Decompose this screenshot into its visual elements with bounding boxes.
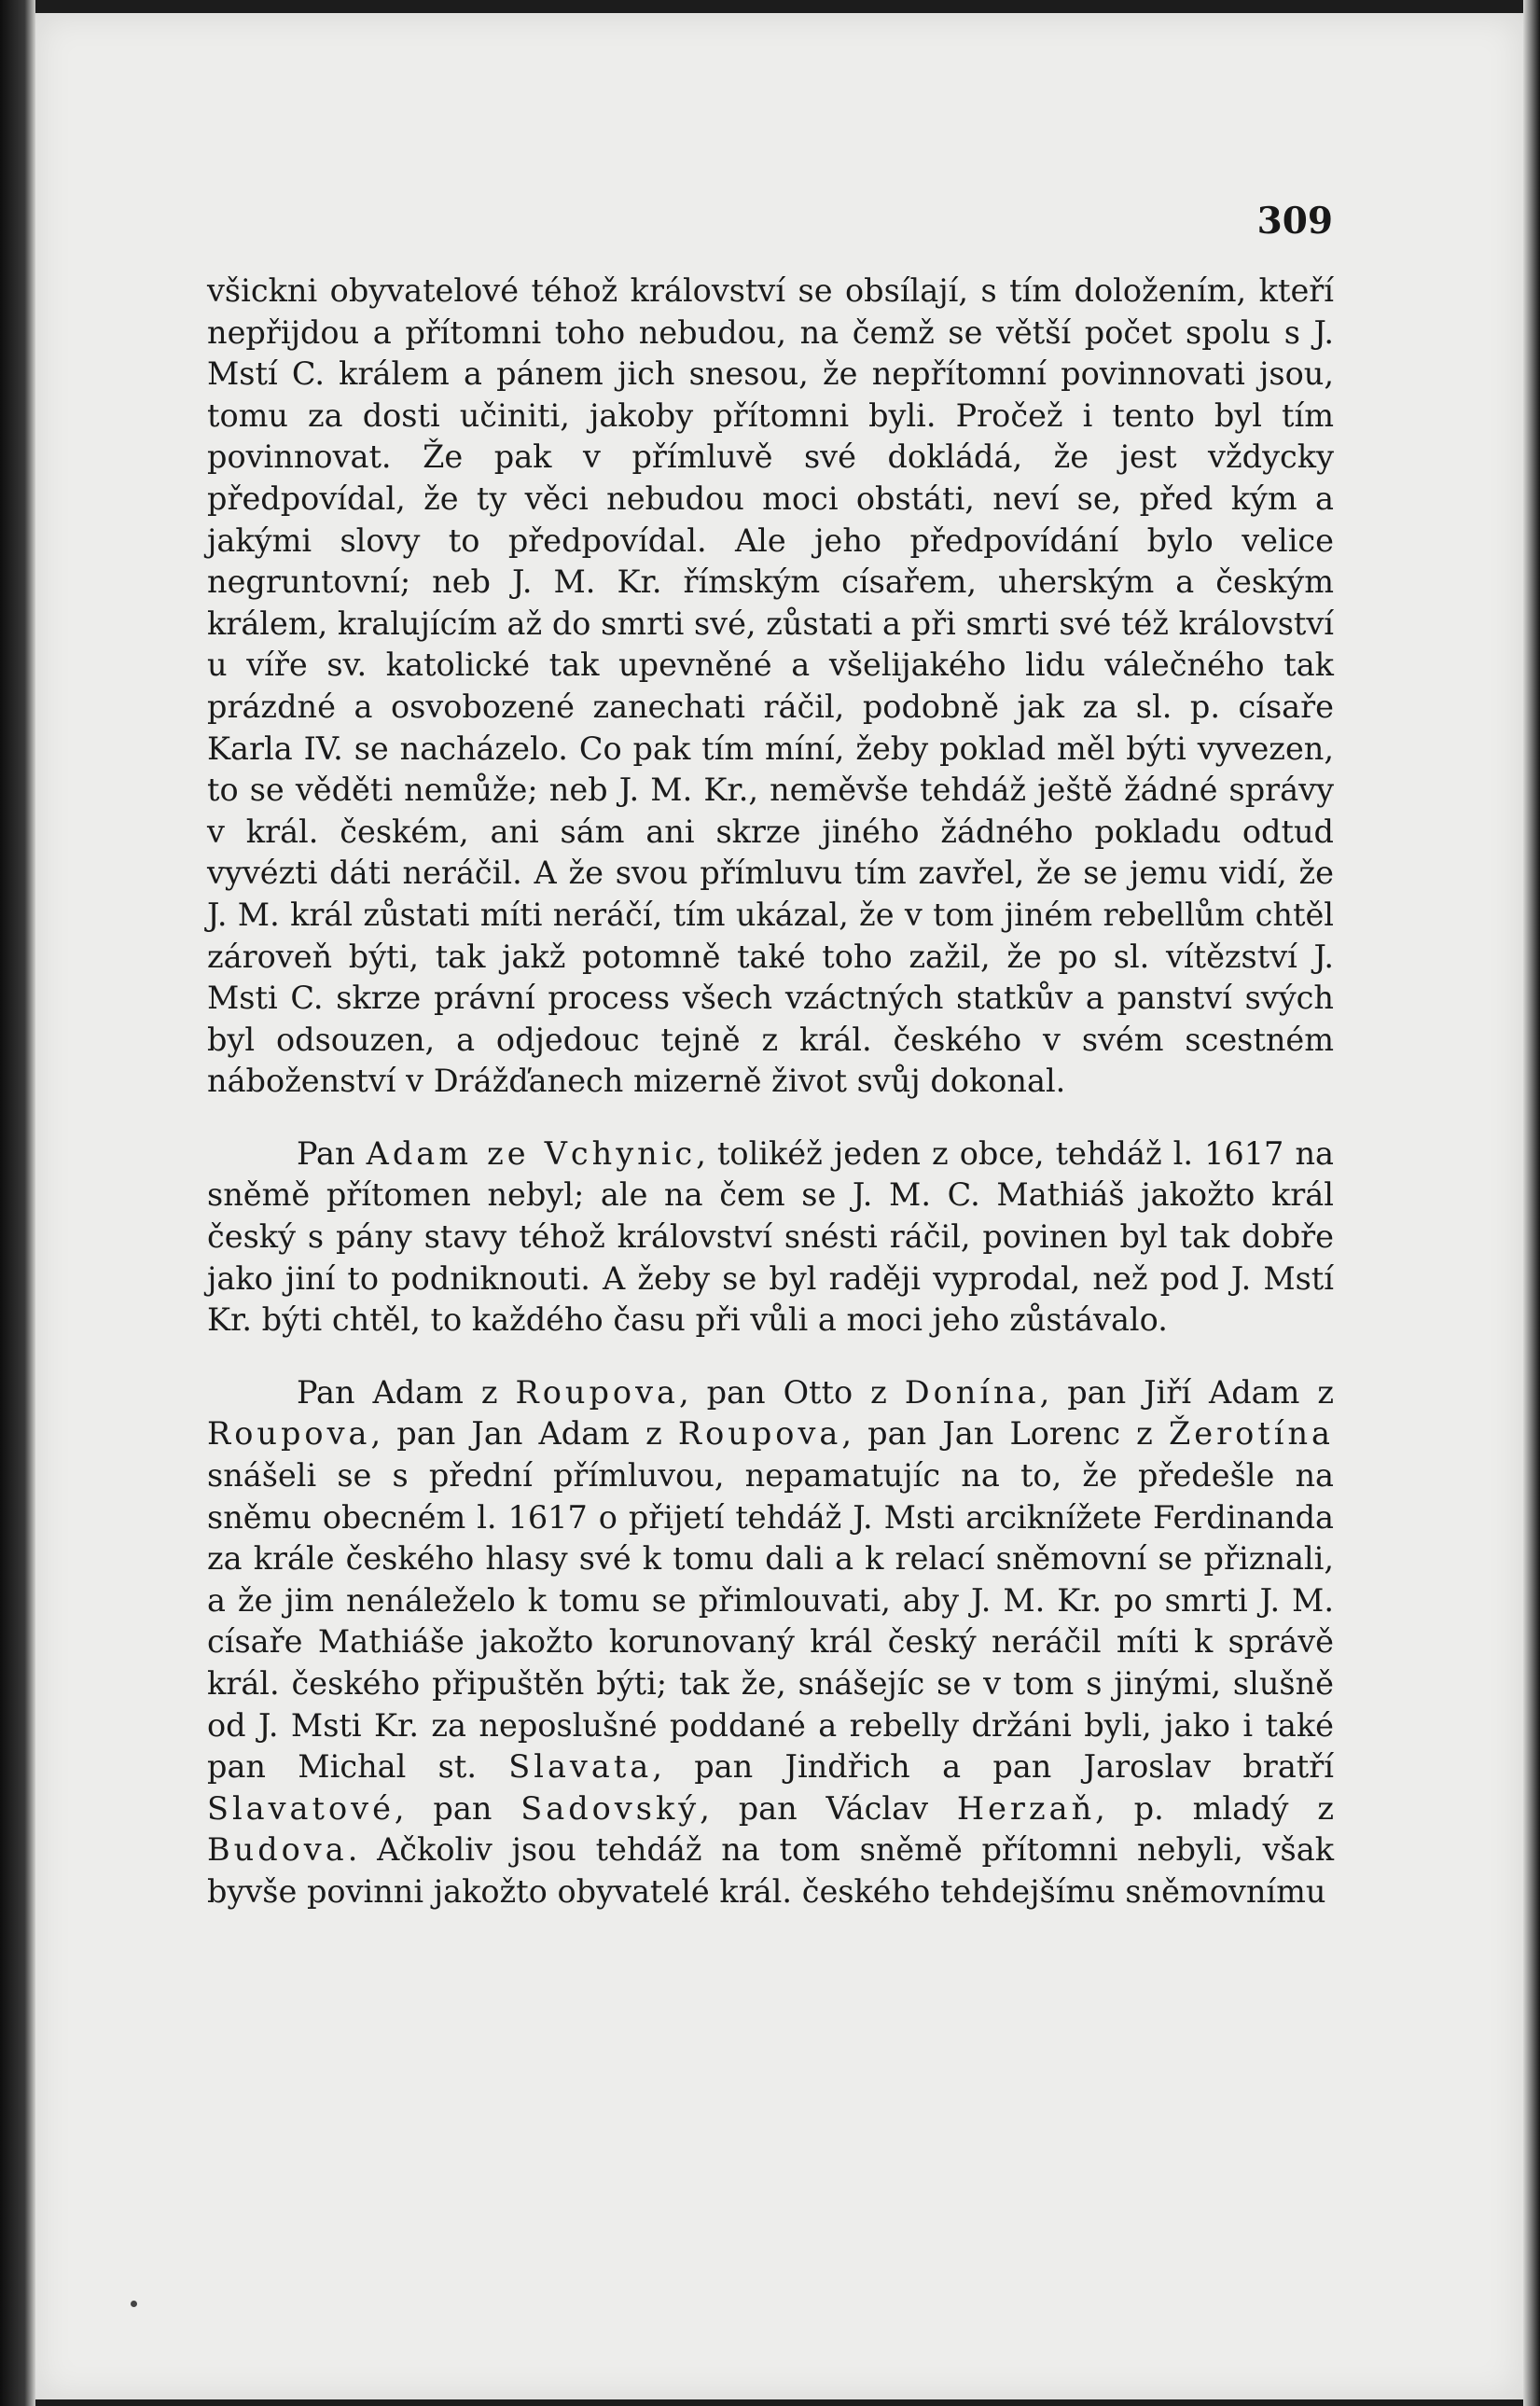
p3-seg-2: , pan Otto z — [679, 1373, 905, 1411]
paragraph-2 — [207, 1133, 1334, 1342]
ink-speck — [131, 2301, 137, 2307]
page-number: 309 — [1256, 200, 1333, 243]
p3-seg-5: , pan Jan Lorenc z — [841, 1415, 1169, 1453]
place-zerotina: Žerotína — [1169, 1415, 1335, 1453]
p3-seg-6: snášeli se s přední přímluvou, nepamatujíc na to, že předešle na sněmu obecném l. 1617 o přijetí tehdáž J. Msti arciknížete Ferdinanda za krále českého hlasy své k tomu dali a k relací sněmovní se přiznali, a že jim nenáleželo k tomu se přimlouvati, aby J. M. Kr. po smrti J. M. císaře Mathiáše jakožto korunovaný král český neráčil míti k správě král. českého připuštěn býti; tak že, snášejíc se v tom s jinými, slušně od J. Msti Kr. za neposlušné poddané a rebelly držáni byli, jako i také pan Michal st. — [207, 1457, 1334, 1786]
place-roupova-3: Roupova — [677, 1415, 842, 1453]
p3-seg-8: , pan — [394, 1789, 521, 1827]
place-roupova-1: Roupova — [515, 1373, 679, 1411]
paragraph-1: všickni obyvatelové téhož království se obsílají, s tím doložením, kteří nepřijdou a přítomni toho nebudou, na čemž se větší počet spolu s J. Mstí C. králem a pánem jich snesou, že nepřítomní povinnovati jsou, tomu za dosti učiniti, jakoby přítomni byli. Pročež i tento byl tím povinnovat. Že pak v přímluvě své dokládá, že jest vždycky předpovídal, že ty věci nebudou moci obstáti, neví se, před kým a jakými slovy to předpovídal. Ale jeho předpovídání bylo velice negruntovní; neb J. M. Kr. římským císařem, uherským a českým králem, kralujícím až do smrti své, zůstati a při smrti své též království u víře sv. katolické tak upevněné a všelijakého lidu válečného tak prázdné a osvobozené zanechati ráčil, podobně jak za sl. p. císaře Karla IV. se nacházelo. Co pak tím míní, žeby poklad měl býti vyvezen, to se věděti nemůže; neb J. M. Kr., neměvše tehdáž ještě žádné správy v král. českém, ani sám ani skrze jiného žádného pokladu odtud vyvézti dáti neráčil. A že svou přímluvu tím zavřel, že se jemu vidí, že J. M. král zůstati míti neráčí, tím ukázal, že v tom jiném rebellům chtěl zároveň býti, tak jakž potomně také toho zažil, že po sl. vítězství J. Msti C. skrze právní process všech vzáctných statkův a panství svých byl odsouzen, a odjedouc tejně z král. českého v svém scestném náboženství v Drážďanech mizerně život svůj dokonal. — [207, 272, 1334, 1100]
person-slavata: Slavata — [508, 1748, 653, 1786]
paragraph-3 — [207, 1372, 1334, 1913]
p3-seg-4: , pan Jan Adam z — [370, 1415, 678, 1453]
p3-seg-7: , pan Jindřich a pan Jaroslav bratří — [652, 1748, 1334, 1786]
p3-seg-9: , pan Václav — [700, 1789, 957, 1827]
p3-seg-1: Pan Adam z — [297, 1373, 516, 1411]
p3-seg-11: . Ačkoliv jsou tehdáž na tom sněmě přítomni nebyli, však byvše povinni jakožto obyvatelé král. českého tehdejšímu sněmovnímu — [207, 1831, 1334, 1910]
place-donina: Donína — [904, 1373, 1040, 1411]
person-sadovsky: Sadovský — [520, 1789, 701, 1827]
page-edge-shadow — [1523, 0, 1540, 2406]
book-spine-shadow — [0, 0, 35, 2406]
place-roupova-2: Roupova — [207, 1415, 371, 1453]
page-body — [207, 271, 1334, 1944]
paragraph-2-lead: Pan — [297, 1134, 367, 1172]
p3-seg-10: , p. mladý z — [1095, 1789, 1334, 1827]
paragraph-2-text: , tolikéž jeden z obce, tehdáž l. 1617 na sněmě přítomen nebyl; ale na čem se J. M. C. Mathiáš jakožto král český s pány stavy téhož království snésti ráčil, povinen byl tak dobře jako jiní to podniknouti. A žeby se byl raději vyprodal, než pod J. Mstí Kr. býti chtěl, to každého času při vůli a moci jeho zůstávalo. — [207, 1134, 1335, 1339]
p3-seg-3: , pan Jiří Adam z — [1039, 1373, 1334, 1411]
person-herzan: Herzaň — [956, 1789, 1096, 1827]
person-slavatove: Slavatové — [207, 1789, 395, 1827]
person-name-vchynic: Adam ze Vchynic — [366, 1134, 697, 1172]
place-budova: Budova — [207, 1831, 348, 1869]
